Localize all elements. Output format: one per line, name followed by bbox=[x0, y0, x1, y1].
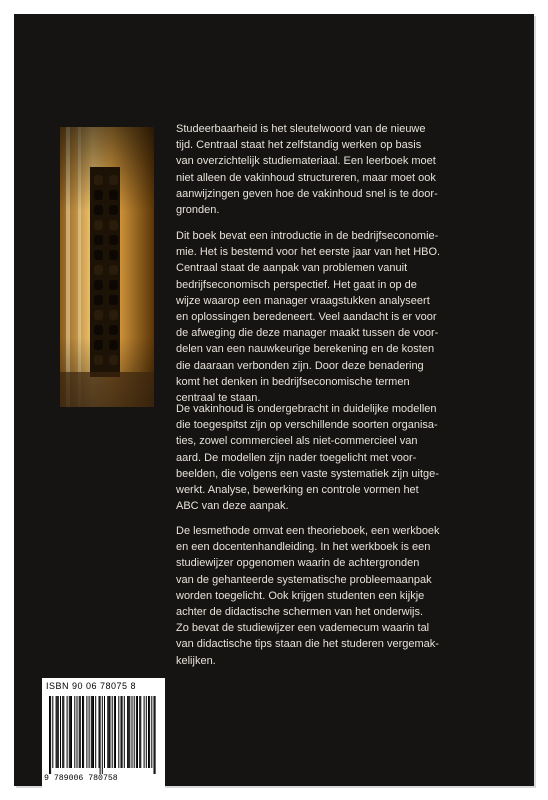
text-line: De vakinhoud is ondergebracht in duidelijke modellen bbox=[176, 403, 437, 415]
text-line: aanwijzingen geven hoe de vakinhoud snel is te door- bbox=[176, 187, 438, 200]
paragraph-4 bbox=[176, 523, 516, 669]
text-line: bedrijfseconomisch perspectief. Het gaat in op de bbox=[176, 278, 417, 291]
text-line: niet alleen de vakinhoud structureren, maar moet ook bbox=[176, 171, 436, 184]
text-line: van didactische tips staan die het studeren vergemak- bbox=[176, 638, 439, 651]
text-line: studiewijzer opgenomen waarin de achtergronden bbox=[176, 557, 420, 570]
paragraph-1 bbox=[176, 121, 516, 218]
text-line: centraal te staan. bbox=[176, 392, 261, 405]
text-line: beelden, die volgens een vaste systematiek zijn uitge- bbox=[176, 467, 439, 480]
text-line: kelijken. bbox=[176, 654, 216, 667]
text-line: de afweging die deze manager maakt tussen de voor- bbox=[176, 327, 439, 340]
paragraph-3 bbox=[176, 401, 516, 514]
text-line: mie. Het is bestemd voor het eerste jaar van het HBO. bbox=[176, 246, 441, 259]
barcode-digits: 9 789006 780758 bbox=[44, 774, 118, 783]
paragraph-2 bbox=[176, 228, 516, 406]
text-line: en een docentenhandleiding. In het werkboek is een bbox=[176, 541, 431, 554]
text-line: die toegespitst zijn op verschillende soorten organisa- bbox=[176, 419, 438, 432]
isbn-number: ISBN 90 06 78075 8 bbox=[46, 681, 137, 691]
text-line: tijd. Centraal staat het zelfstandig werken op basis bbox=[176, 139, 422, 152]
text-line: aard. De modellen zijn nader toegelicht met voor- bbox=[176, 451, 417, 464]
text-line: ties, zowel commercieel als niet-commercieel van bbox=[176, 435, 418, 448]
back-cover bbox=[14, 14, 534, 786]
text-line: De lesmethode omvat een theorieboek, een werkboek bbox=[176, 525, 440, 537]
text-line: van overzichtelijk studiemateriaal. Een leerboek moet bbox=[176, 155, 436, 168]
text-line: Centraal staat de aanpak van problemen vanuit bbox=[176, 262, 408, 275]
text-line: wijze waarop een manager vraagstukken analyseert bbox=[176, 294, 430, 307]
text-line: ABC van deze aanpak. bbox=[176, 500, 289, 513]
text-line: die daaraan verbonden zijn. Door deze benadering bbox=[176, 359, 424, 372]
text-line: Dit boek bevat een introductie in de bedrijfseconomie- bbox=[176, 230, 439, 242]
isbn-barcode-label bbox=[42, 678, 165, 788]
text-line: gronden. bbox=[176, 204, 220, 217]
text-line: worden toegelicht. Ook krijgen studenten een kijkje bbox=[176, 589, 425, 602]
abacus-photo bbox=[60, 127, 154, 407]
text-line: achter de didactische schermen van het onderwijs. bbox=[176, 606, 424, 619]
text-line: delen van een nauwkeurige berekening en de kosten bbox=[176, 343, 435, 356]
text-line: werkt. Analyse, bewerking en controle vormen het bbox=[176, 484, 419, 497]
text-line: Zo bevat de studiewijzer een vademecum waarin tal bbox=[176, 622, 430, 635]
text-line: Studeerbaarheid is het sleutelwoord van de nieuwe bbox=[176, 123, 426, 135]
barcode-icon bbox=[48, 696, 160, 774]
abacus-image bbox=[60, 127, 154, 407]
text-line: komt het denken in bedrijfseconomische termen bbox=[176, 375, 410, 388]
text-line: en oplossingen beredeneert. Veel aandacht is er voor bbox=[176, 311, 437, 324]
text-line: van de gehanteerde systematische probleemaanpak bbox=[176, 573, 432, 586]
